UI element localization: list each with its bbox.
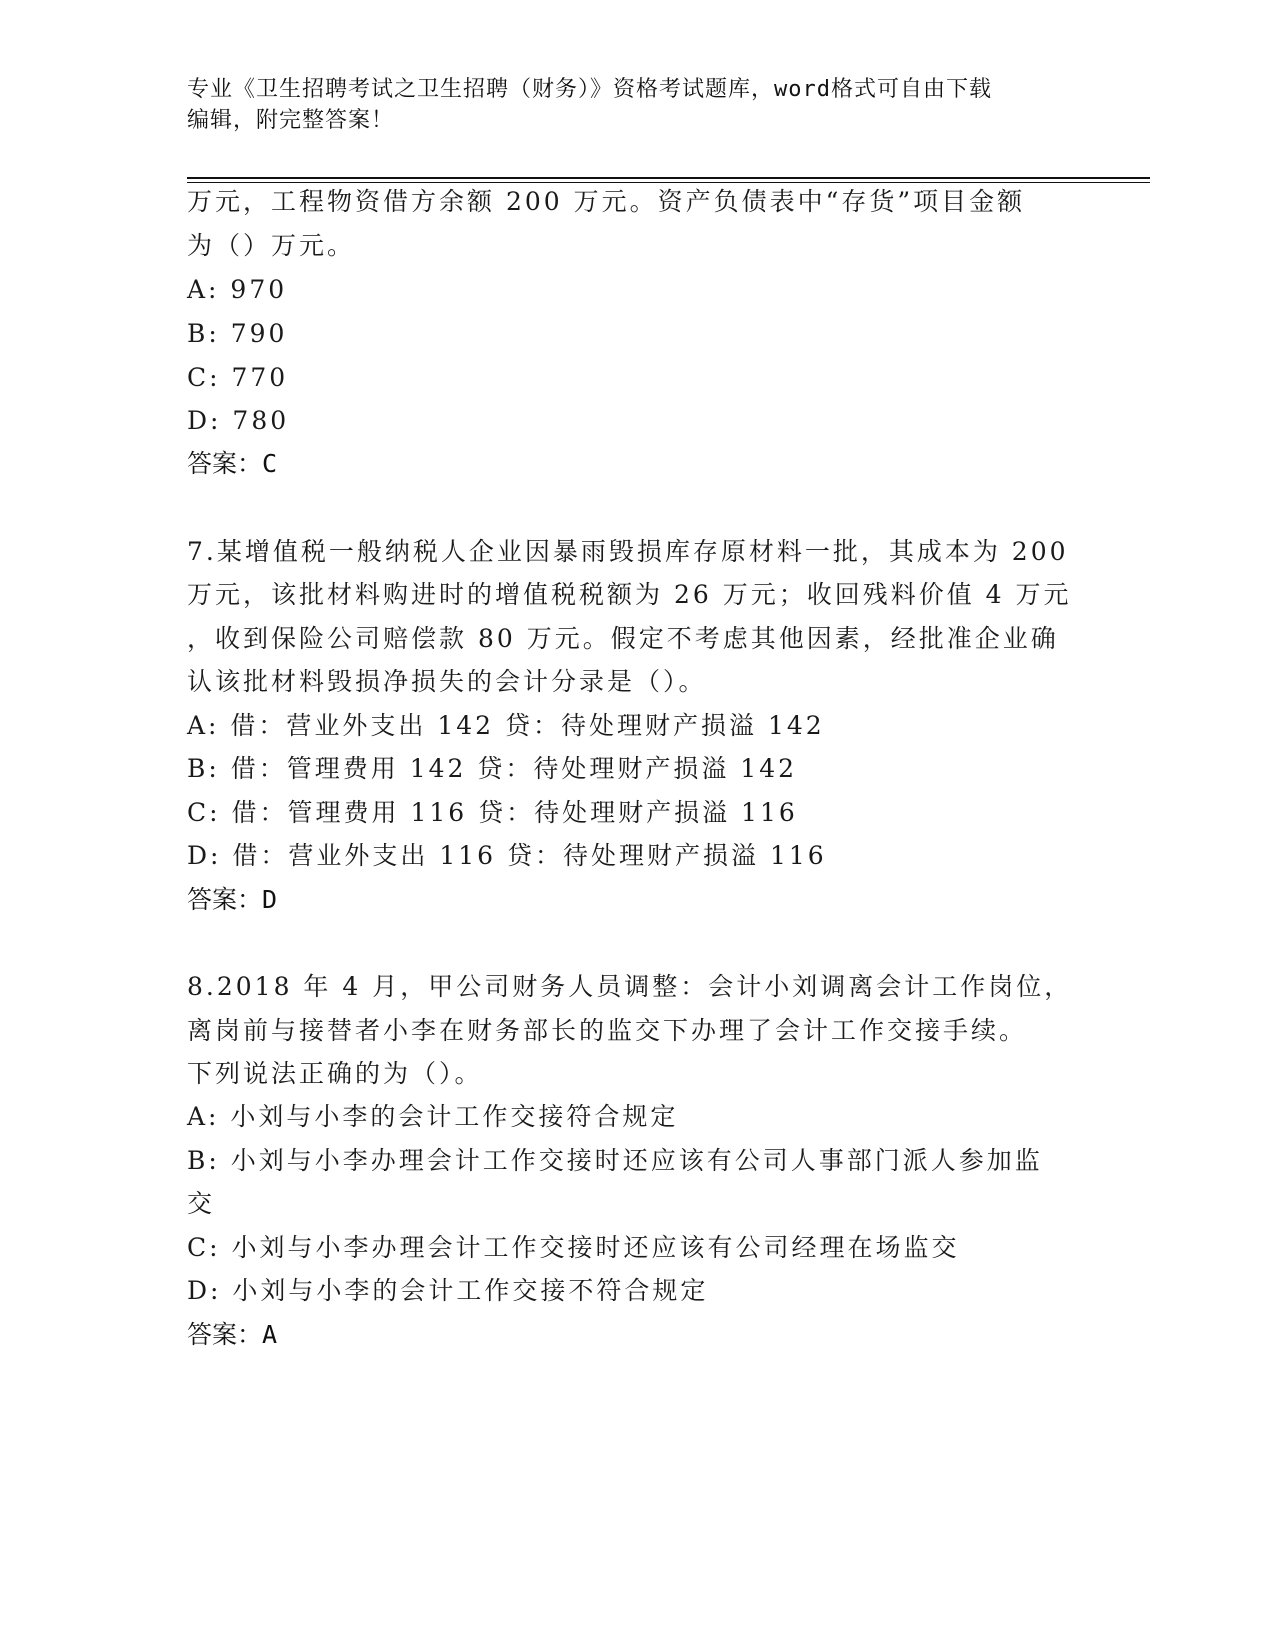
document-header [187, 74, 1087, 136]
q6-option-b: B: 790 [187, 319, 288, 348]
q6-option-d: D: 780 [187, 406, 290, 435]
q8-option-a: A: 小刘与小李的会计工作交接符合规定 [187, 1102, 679, 1131]
q8-option-c: C: 小刘与小李办理会计工作交接时还应该有公司经理在场监交 [187, 1233, 960, 1262]
q6-stem-line-2: 为（）万元。 [187, 231, 356, 260]
q8-stem-line-1: 8.2018 年 4 月，甲公司财务人员调整：会计小刘调离会计工作岗位， [187, 972, 1073, 1001]
q6-option-a: A: 970 [187, 275, 288, 304]
q6-option-c: C: 770 [187, 363, 289, 392]
q7-stem-line-1: 7.某增值税一般纳税人企业因暴雨毁损库存原材料一批，其成本为 200 [187, 537, 1069, 566]
q8-option-b: B: 小刘与小李办理会计工作交接时还应该有公司人事部门派人参加监 [187, 1146, 1043, 1175]
q7-answer-label: 答案： [187, 885, 263, 914]
q7-answer-value: D [262, 885, 278, 914]
q6-answer [187, 449, 277, 479]
header-divider-thick [187, 177, 1150, 179]
q6-answer-label: 答案： [187, 449, 263, 478]
header-line-2: 编辑，附完整答案！ [187, 108, 395, 133]
q8-stem-line-2: 离岗前与接替者小李在财务部长的监交下办理了会计工作交接手续。 [187, 1016, 1028, 1045]
q8-option-d: D: 小刘与小李的会计工作交接不符合规定 [187, 1276, 709, 1305]
q8-answer-value: A [262, 1320, 278, 1349]
q7-option-c: C: 借：管理费用 116 贷：待处理财产损溢 116 [187, 798, 798, 827]
q7-option-a: A: 借：营业外支出 142 贷：待处理财产损溢 142 [187, 711, 825, 740]
q8-answer-label: 答案： [187, 1320, 263, 1349]
q6-stem-line-1: 万元，工程物资借方余额 200 万元。资产负债表中“存货”项目金额 [187, 187, 1026, 216]
q8-option-b-continued: 交 [187, 1189, 216, 1218]
q7-option-b: B: 借：管理费用 142 贷：待处理财产损溢 142 [187, 754, 798, 783]
q7-stem-line-3: ，收到保险公司赔偿款 80 万元。假定不考虑其他因素，经批准企业确 [187, 624, 1059, 653]
q8-stem-line-3: 下列说法正确的为（）。 [187, 1059, 483, 1088]
q7-option-d: D: 借：营业外支出 116 贷：待处理财产损溢 116 [187, 841, 827, 870]
header-line-1: 专业《卫生招聘考试之卫生招聘（财务）》资格考试题库，word格式可自由下载 [187, 77, 992, 102]
header-divider-thin [187, 182, 1150, 183]
q7-answer [187, 885, 277, 915]
q6-answer-value: C [262, 449, 278, 478]
q7-stem-line-4: 认该批材料毁损净损失的会计分录是（）。 [187, 667, 707, 696]
q7-stem-line-2: 万元，该批材料购进时的增值税税额为 26 万元；收回残料价值 4 万元 [187, 580, 1072, 609]
q8-answer [187, 1320, 277, 1350]
